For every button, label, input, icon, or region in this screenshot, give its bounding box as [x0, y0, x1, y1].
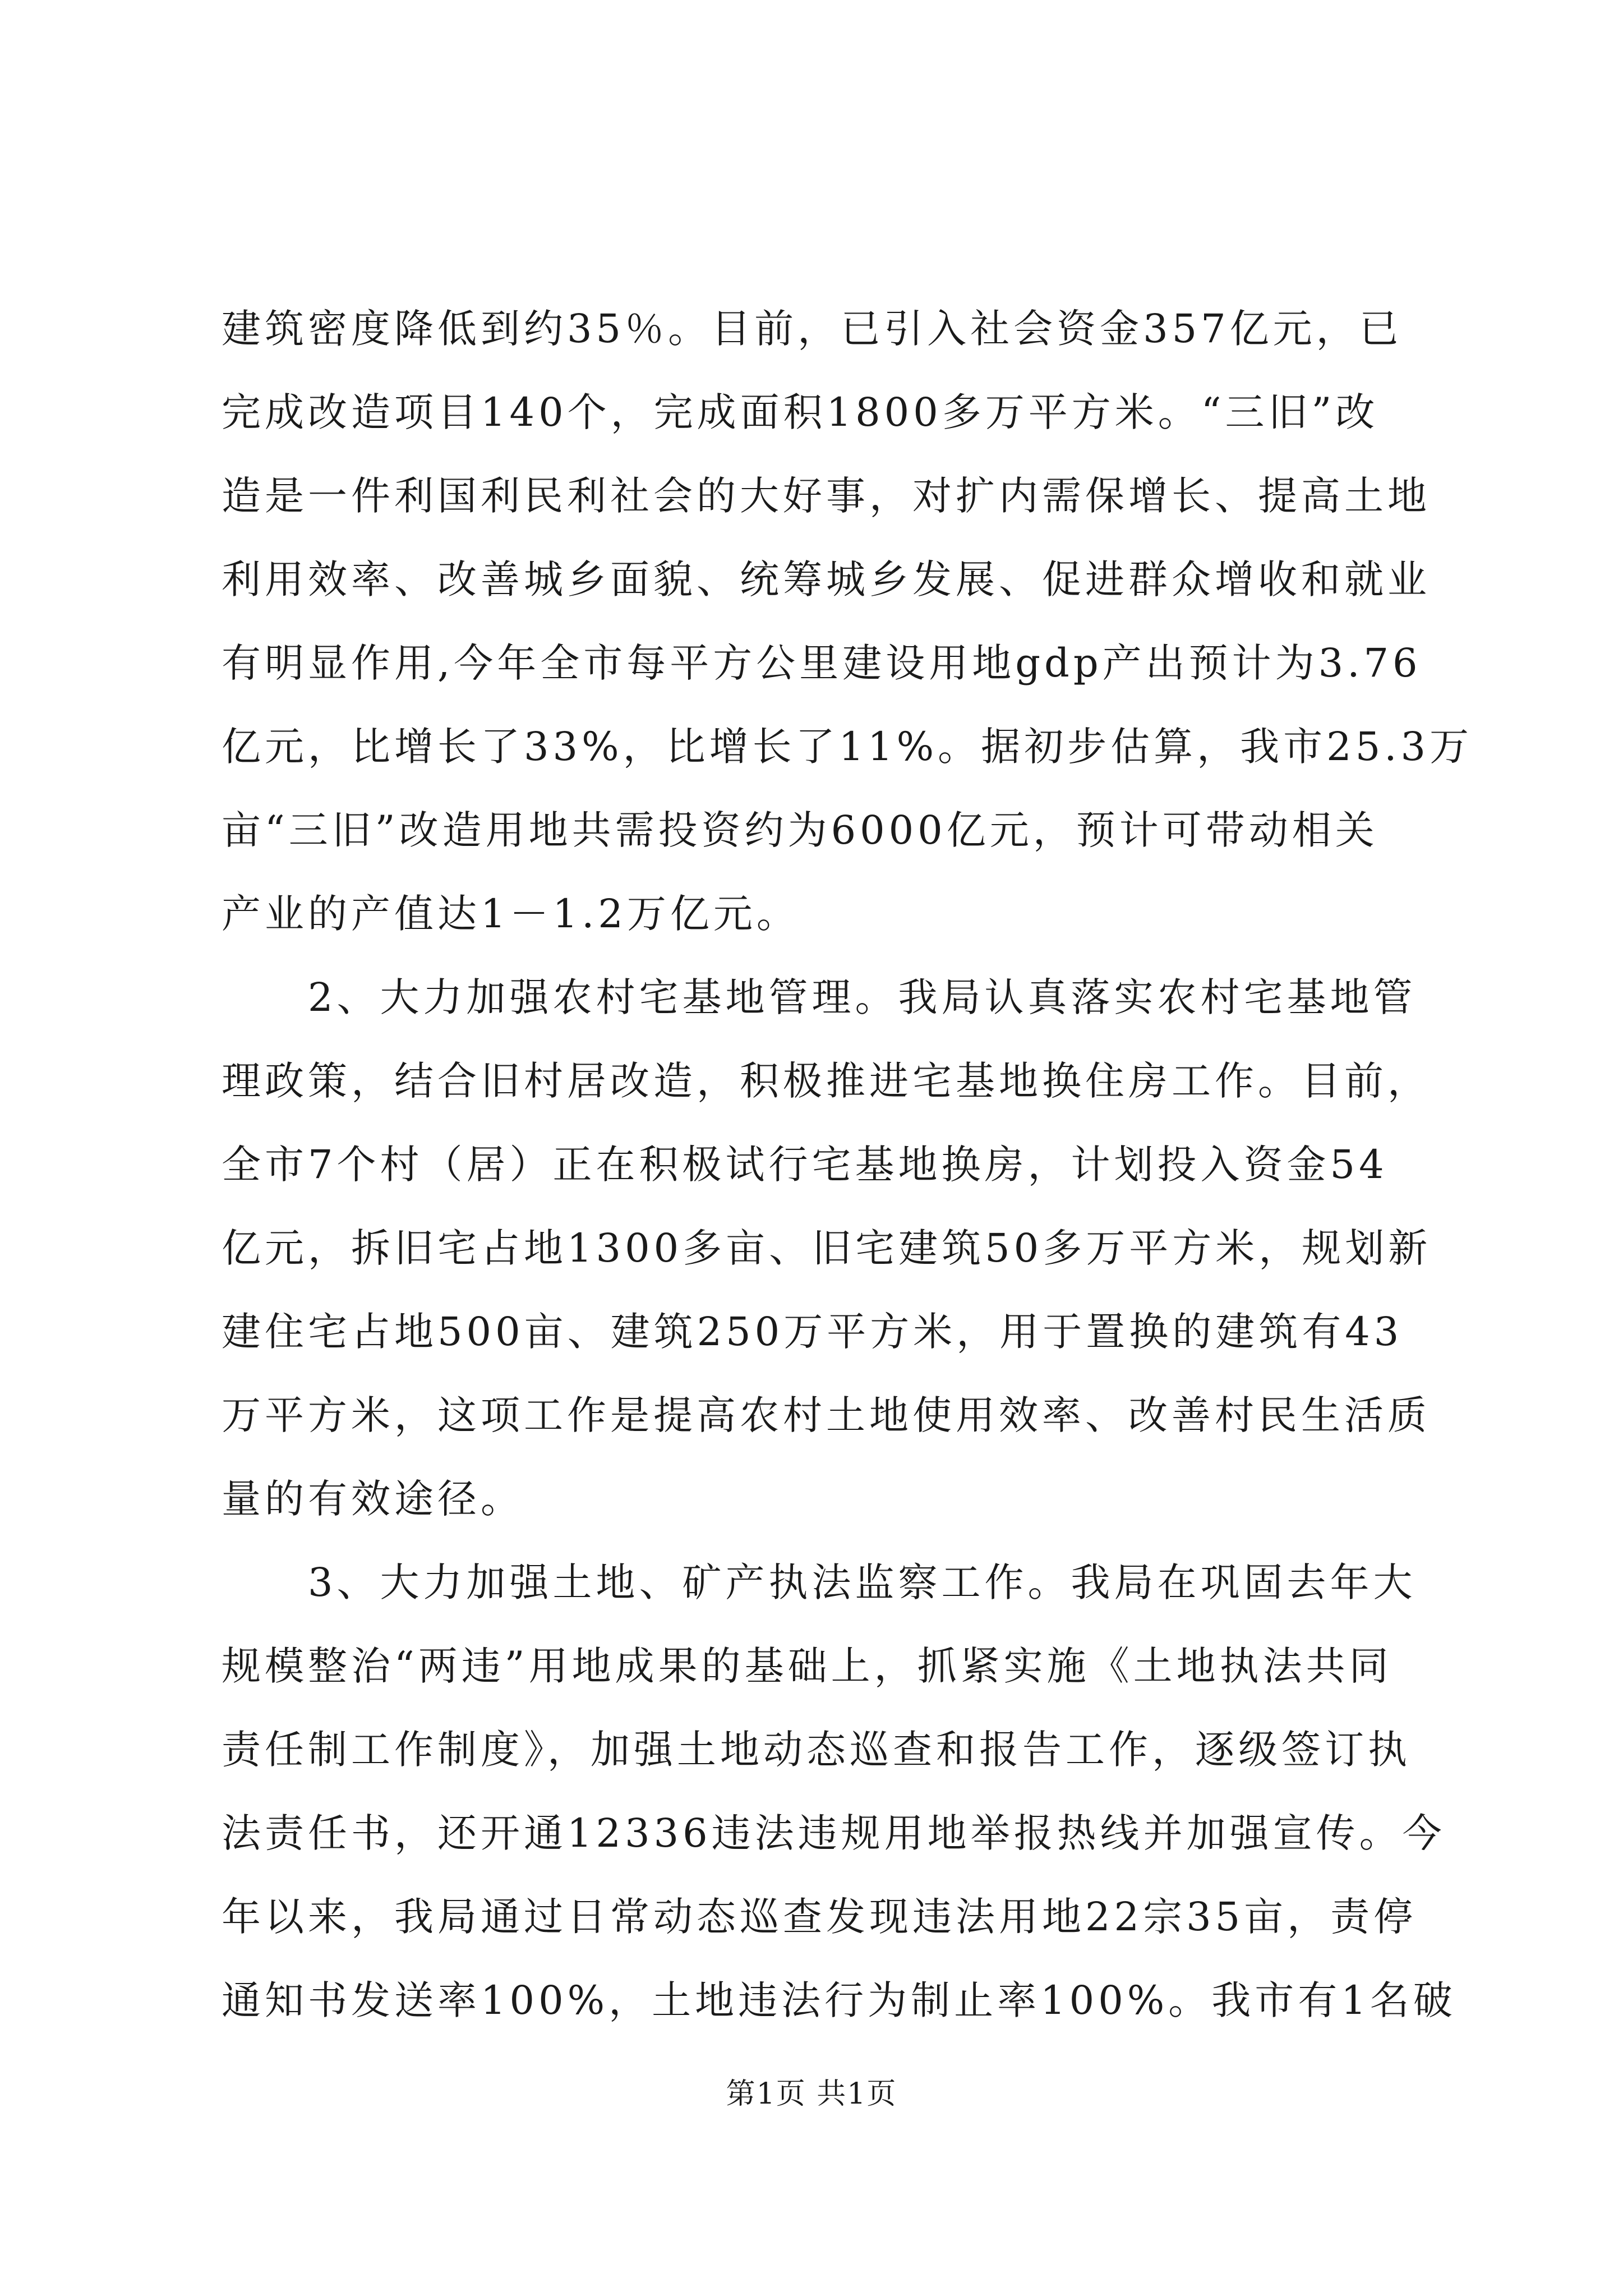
text-line: 亿元，拆旧宅占地1300多亩、旧宅建筑50多万平方米，规划新: [222, 1225, 1432, 1271]
text-line: 年以来，我局通过日常动态巡查发现违法用地22宗35亩，责停: [222, 1894, 1417, 1940]
text-line: 规模整治“两违”用地成果的基础上，抓紧实施《土地执法共同: [222, 1643, 1393, 1689]
text-line: 万平方米，这项工作是提高农村土地使用效率、改善村民生活质: [222, 1392, 1431, 1438]
page-footer: [0, 2070, 1623, 2112]
text-line: 亩“三旧”改造用地共需投资约为6000亿元，预计可带动相关: [222, 807, 1378, 853]
text-line: 量的有效途径。: [222, 1476, 524, 1522]
text-line: 造是一件利国利民利社会的大好事，对扩内需保增长、提高土地: [222, 473, 1431, 519]
paragraph-2-start: 2、大力加强农村宅基地管理。我局认真落实农村宅基地管: [222, 974, 1417, 1020]
paragraph-3-start: 3、大力加强土地、矿产执法监察工作。我局在巩固去年大: [222, 1559, 1417, 1605]
text-line: 产业的产值达1－1.2万亿元。: [222, 891, 800, 937]
text-line: 建筑密度降低到约35％。目前，已引入社会资金357亿元，已: [222, 306, 1403, 352]
text-line: 理政策，结合旧村居改造，积极推进宅基地换住房工作。目前，: [222, 1058, 1431, 1104]
text-line: 有明显作用,今年全市每平方公里建设用地gdp产出预计为3.76: [222, 640, 1422, 686]
page-number-label: 第1页 共1页: [726, 2077, 897, 2111]
document-body: [222, 287, 1473, 2042]
text-line: 全市7个村（居）正在积极试行宅基地换房，计划投入资金54: [222, 1142, 1388, 1188]
text-line: 建住宅占地500亩、建筑250万平方米，用于置换的建筑有43: [222, 1309, 1403, 1355]
text-line: 完成改造项目140个，完成面积1800多万平方米。“三旧”改: [222, 389, 1379, 435]
text-line: 亿元，比增长了33%，比增长了11%。据初步估算，我市25.3万: [222, 724, 1473, 770]
text-line: 通知书发送率100%，土地违法行为制止率100%。我市有1名破: [222, 1977, 1456, 2023]
text-line: 利用效率、改善城乡面貌、统筹城乡发展、促进群众增收和就业: [222, 556, 1431, 602]
text-line: 责任制工作制度》，加强土地动态巡查和报告工作，逐级签订执: [222, 1727, 1411, 1773]
text-line: 法责任书，还开通12336违法违规用地举报热线并加强宣传。今: [222, 1810, 1446, 1856]
